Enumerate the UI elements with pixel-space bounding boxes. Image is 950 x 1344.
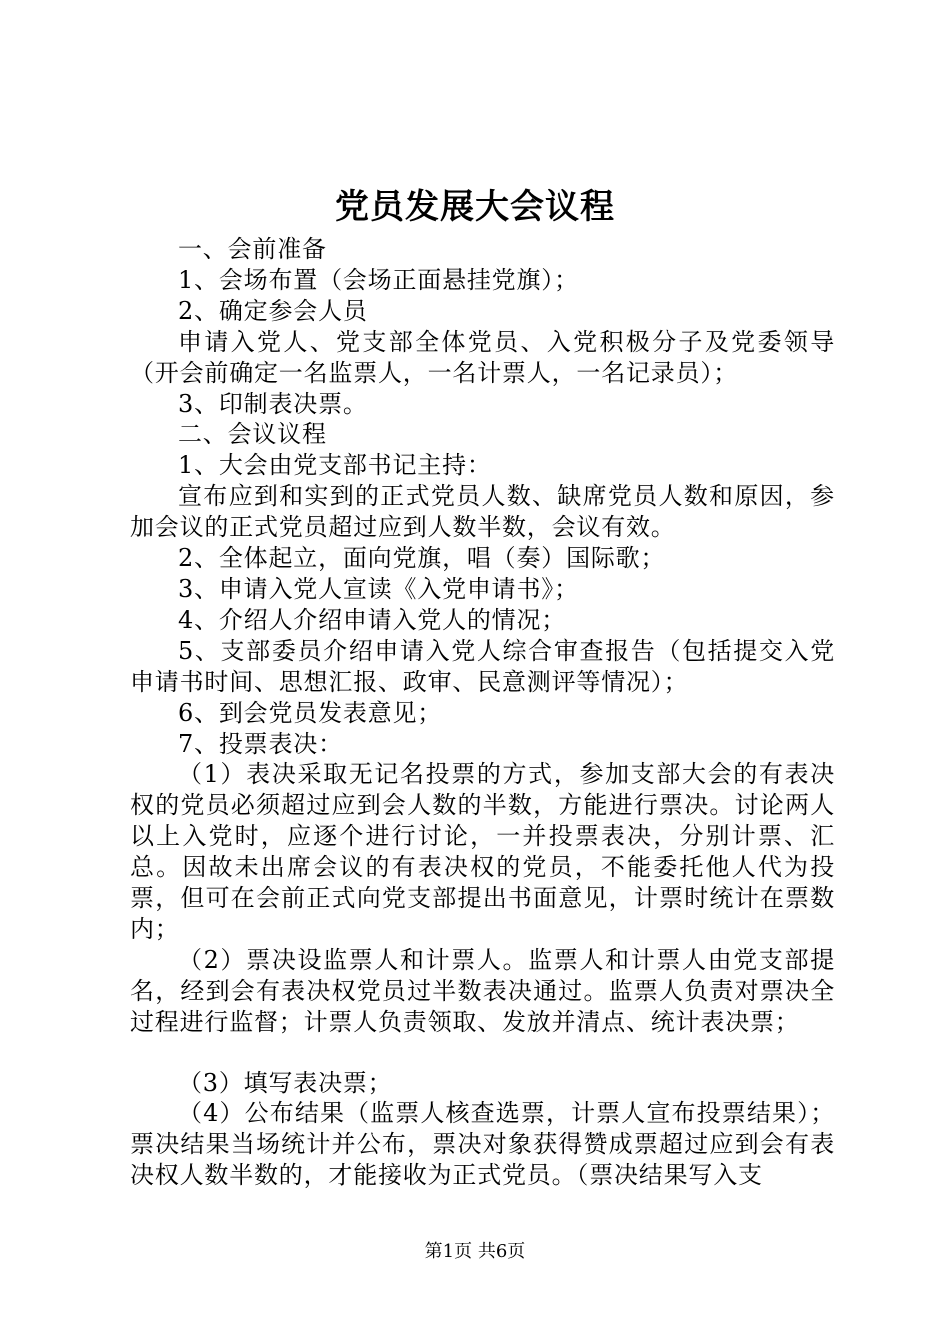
paragraph-print-ballots: 3、印制表决票。 [178, 389, 368, 418]
paragraph-member-opinions: 6、到会党员发表意见； [178, 698, 443, 727]
paragraph-venue-setup: 1、会场布置（会场正面悬挂党旗）； [178, 265, 579, 294]
paragraph-chair: 1、大会由党支部书记主持： [178, 451, 492, 480]
paragraph-voting-rule-4: （4）公布结果（监票人核查选票，计票人宣布投票结果）；票决结果当场统计并公布，票决对象获得赞成票超过应到会有表决权人数半数的，才能接收为正式党员。（票决结果写入支 [130, 1099, 835, 1190]
paragraph-section-2-heading: 二、会议议程 [178, 420, 327, 449]
paragraph-voting-rule-1: （1）表决采取无记名投票的方式，参加支部大会的有表决权的党员必须超过应到会人数的半数，方能进行票决。讨论两人以上入党时，应逐个进行讨论，一并投票表决，分别计票、汇总。因故未出席会议的有表决权的党员，不能委托他人代为投票，但可在会前正式向党支部提出书面意见，计票时统计在票数内； [130, 760, 835, 943]
paragraph-voting-heading: 7、投票表决： [178, 729, 343, 758]
paragraph-attendees-detail: 申请入党人、党支部全体党员、入党积极分子及党委领导（开会前确定一名监票人，一名计票人，一名记录员）； [130, 327, 835, 387]
document-title: 党员发展大会议程 [335, 187, 615, 227]
page-footer: 第1页 共6页 [424, 1241, 526, 1262]
paragraph-anthem: 2、全体起立，面向党旗，唱（奏）国际歌； [178, 544, 666, 573]
document-body [130, 234, 835, 1191]
paragraph-quorum: 宣布应到和实到的正式党员人数、缺席党员人数和原因，参加会议的正式党员超过应到人数半数，会议有效。 [130, 482, 835, 542]
paragraph-introducer: 4、介绍人介绍申请入党人的情况； [178, 605, 567, 634]
paragraph-voting-rule-2: （2）票决设监票人和计票人。监票人和计票人由党支部提名，经到会有表决权党员过半数表决通过。监票人负责对票决全过程进行监督；计票人负责领取、发放并清点、统计表决票； [130, 945, 835, 1036]
paragraph-read-application: 3、申请入党人宣读《入党申请书》； [178, 574, 579, 603]
paragraph-voting-rule-3: （3）填写表决票； [178, 1068, 393, 1097]
paragraph-section-1-heading: 一、会前准备 [178, 235, 327, 263]
paragraph-attendees-heading: 2、确定参会人员 [178, 296, 368, 325]
paragraph-review-report: 5、支部委员介绍申请入党人综合审查报告（包括提交入党申请书时间、思想汇报、政审、民意测评等情况）； [130, 636, 835, 696]
